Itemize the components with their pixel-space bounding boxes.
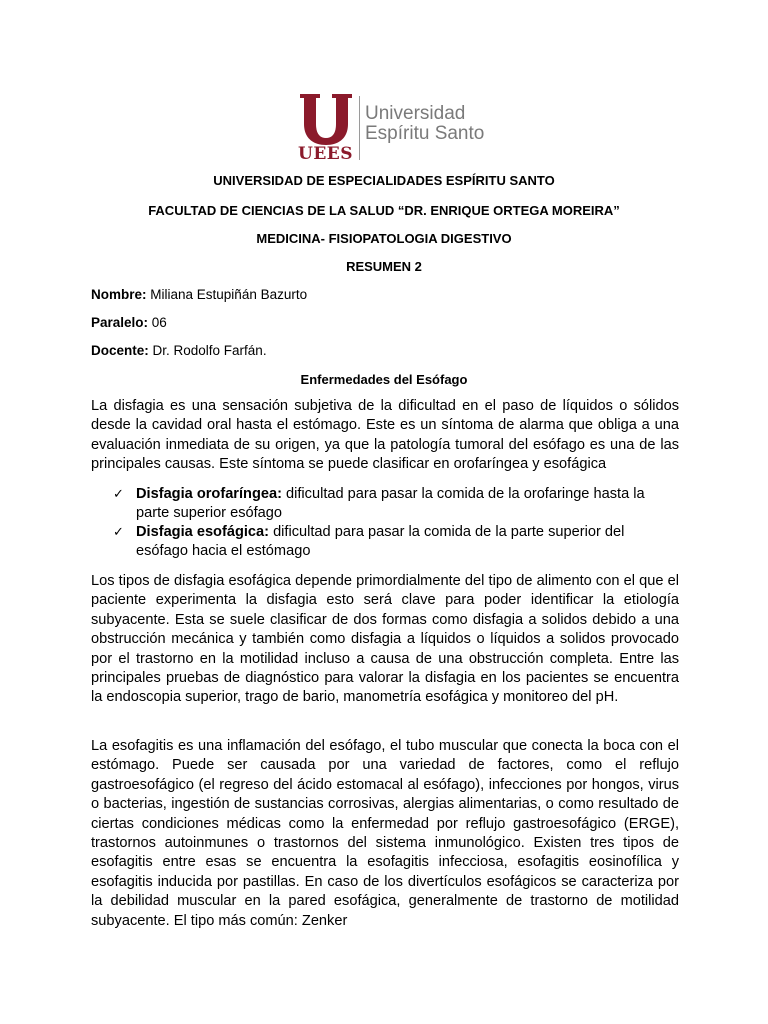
document-title: RESUMEN 2 [346,259,422,274]
paragraph-2: Los tipos de disfagia esofágica depende primordialmente del tipo de alimento con el que el paciente experimenta la disfagia esto será clave para poder identificar la etiología subyacente. Esta se suele clasificar de dos formas como disfagia a solidos debido a una obstrucción mecánica y también como disfagia a líquidos o líquidos a solidos provocado por el trastorno en la motilidad incluso a causa de una obstrucción completa. Entre las principales pruebas de diagnóstico para valorar la disfagia en los pacientes se encuentra la endoscopia superior, trago de bario, manometría esofágica y monitoreo del pH. [91,573,679,706]
checkmark-icon: ✓ [113,525,124,540]
paragraph-3: La esofagitis es una inflamación del esófago, el tubo muscular que conecta la boca con el estómago. Puede ser causada por una variedad de factores, como el reflujo gastroesofágico (el regreso del ácido estomacal al esófago), infecciones por hongos, virus o bacterias, ingestión de sustancias corrosivas, alergias alimentarias, o como resultado de ciertas condiciones médicas como la enfermedad por reflujo gastroesofágico (ERGE), trastornos autoinmunes o trastornos del sistema inmunológico. Existen tres tipos de esofagitis entre esas se encuentra la esofagitis infecciosa, esofagitis eosinofílica y esofagitis inducida por pastillas. En caso de los divertículos esofágicos se caracteriza por la debilidad muscular en la pared esofágica, generalmente de trastorno de motilidad subyacente. El tipo más común: Zenker [91,738,679,929]
logo-university-name [365,104,484,144]
paralelo-label: Paralelo: [91,315,149,330]
paralelo-value: 06 [148,315,167,330]
section-title: Enfermedades del Esófago [300,372,468,387]
university-title: UNIVERSIDAD DE ESPECIALIDADES ESPÍRITU SANTO [213,173,555,188]
bullet-1-text: dificultad para pasar la comida de la orofaringe hasta la parte superior esófago [136,486,645,522]
logo-name-line2: Espíritu Santo [365,123,485,144]
nombre-value: Miliana Estupiñán Bazurto [146,287,308,302]
faculty-title: FACULTAD DE CIENCIAS DE LA SALUD “DR. ENRIQUE ORTEGA MOREIRA” [148,203,620,218]
logo-divider [359,96,360,160]
docente-label: Docente: [91,343,149,358]
bullet-2-text: dificultad para pasar la comida de la parte superior del esófago hacia el estómago [136,524,625,560]
logo-name-line1: Universidad [365,103,466,124]
university-logo [298,92,485,164]
bullet-item-2 [113,523,679,562]
logo-abbreviation: UEES [298,144,354,164]
nombre-label: Nombre: [91,287,147,302]
paragraph-1: La disfagia es una sensación subjetiva de la dificultad en el paso de líquidos o sólidos desde la cavidad oral hasta el estómago. Este es un síntoma de alarma que obliga a una evaluación inmediata de su origen, ya que la patología tumoral del esófago es una de las principales causas. Este síntoma se puede clasificar en orofaríngea y esofágica [91,398,679,473]
field-paralelo [91,315,167,330]
course-title: MEDICINA- FISIOPATOLOGIA DIGESTIVO [256,231,512,246]
bullet-1-term: Disfagia orofaríngea: [136,486,282,502]
bullet-2-term: Disfagia esofágica: [136,524,270,540]
docente-value: Dr. Rodolfo Farfán. [148,343,267,358]
field-nombre [91,287,307,302]
checkmark-icon: ✓ [113,487,124,502]
uees-u-mark-icon [298,92,354,146]
field-docente [91,343,267,358]
bullet-item-1 [113,485,679,524]
